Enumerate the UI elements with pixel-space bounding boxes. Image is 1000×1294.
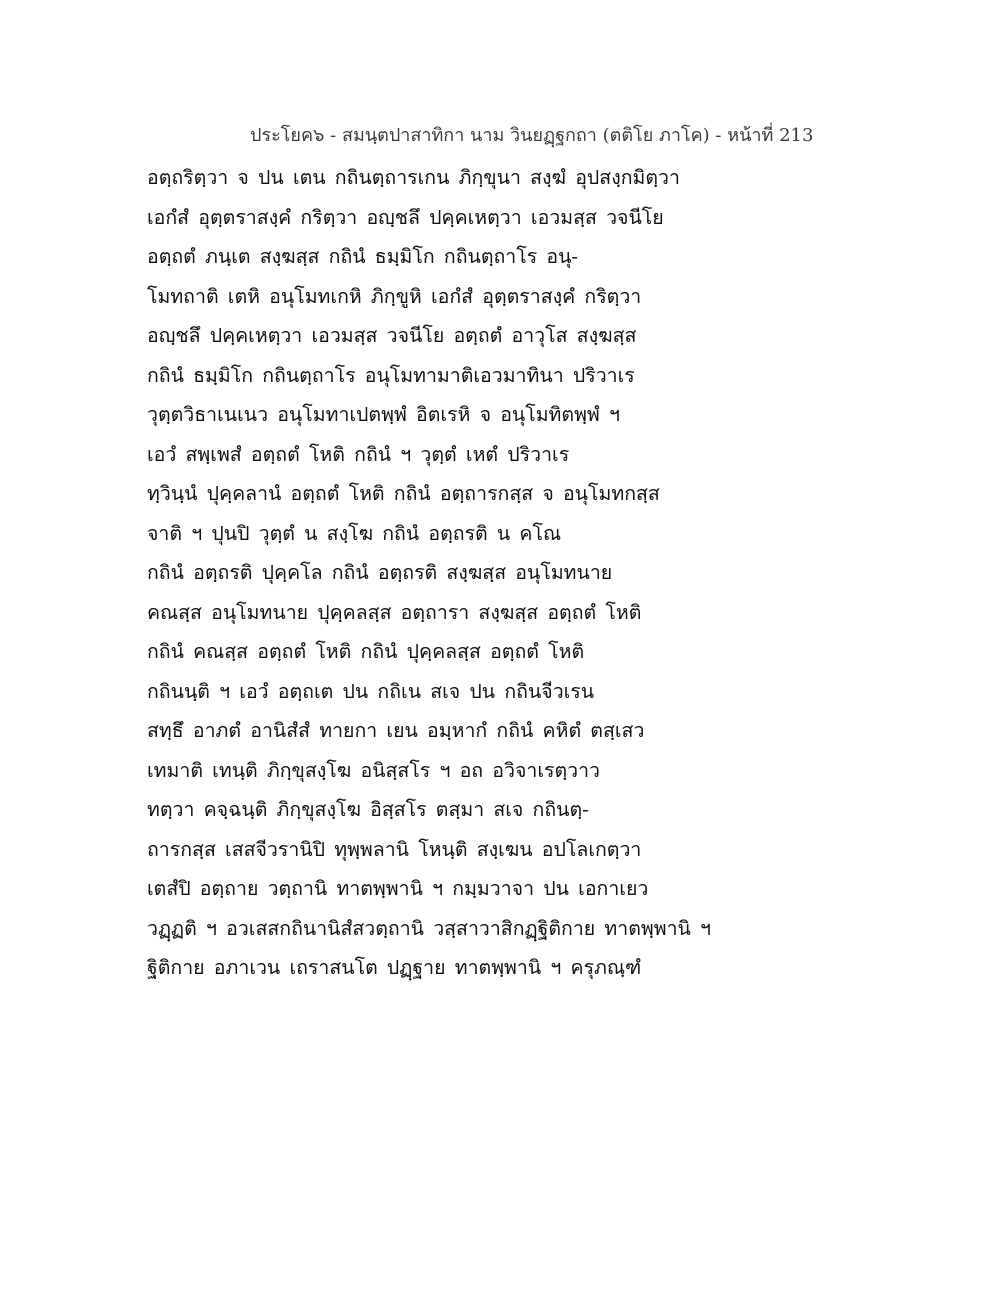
text-line: คณสฺส อนุโมทนาย ปุคฺคลสฺส อตฺถารา สงฺฆสฺส อตฺถตํ โหติ — [147, 600, 642, 624]
text-line: ทตฺวา คจฺฉนฺติ ภิกฺขุสงฺโฆ อิสฺสโร ตสฺมา สเจ กถินตฺ- — [147, 798, 589, 821]
text-line: กถินนฺติ ฯ เอวํ อตฺถเต ปน กถิเน สเจ ปน กถินจีวเรน — [147, 679, 595, 703]
text-line: กถินํ คณสฺส อตฺถตํ โหติ กถินํ ปุคฺคลสฺส อตฺถตํ โหติ — [147, 640, 585, 663]
text-line: กถินํ อตฺถรติ ปุคฺคโล กถินํ อตฺถรติ สงฺฆสฺส อนุโมทนาย — [147, 561, 613, 584]
page-header: ประโยค๖ - สมนฺตปาสาทิกา นาม วินยฏฺฐกถา (ตติโย ภาโค) - หน้าที่ 213 — [250, 125, 814, 146]
text-line: เอวํ สพฺเพสํ อตฺถตํ โหติ กถินํ ฯ วุตฺตํ เหตํ ปริวาเร — [147, 442, 570, 466]
text-line: ทฺวินฺนํ ปุคฺคลานํ อตฺถตํ โหติ กถินํ อตฺถารกสฺส จ อนุโมทกสฺส — [147, 482, 660, 505]
text-line: วุตฺตวิธาเนเนว อนุโมทาเปตพฺพํ อิตเรหิ จ อนุโมทิตพฺพํ ฯ — [147, 403, 620, 426]
text-line: กถินํ ธมฺมิโก กถินตฺถาโร อนุโมทามาติเอวมาทินา ปริวาเร — [147, 363, 635, 387]
text-line: เทมาติ เทนฺติ ภิกฺขุสงฺโฆ อนิสฺสโร ฯ อถ อวิจาเรตฺวาว — [147, 758, 600, 782]
text-line: สทฺธึ อาภตํ อานิสํสํ ทายกา เยน อมฺหากํ กถินํ คหิตํ ตสฺเสว — [147, 719, 645, 742]
text-line: ถารกสฺส เสสจีวรานิปิ ทุพฺพลานิ โหนฺติ สงฺเฆน อปโลเกตฺวา — [147, 837, 642, 861]
text-line: โมทถาติ เตหิ อนุโมทเกหิ ภิกฺขูหิ เอกํสํ อุตฺตราสงฺคํ กริตฺวา — [147, 284, 642, 308]
text-line: อตฺถตํ ภนฺเต สงฺฆสฺส กถินํ ธมฺมิโก กถินตฺถาโร อนุ- — [147, 245, 579, 268]
text-line: เตสํปิ อตฺถาย วตฺถานิ ทาตพฺพานิ ฯ กมฺมวาจา ปน เอกาเยว — [147, 877, 649, 900]
text-line: จาติ ฯ ปุนปิ วุตฺตํ น สงฺโฆ กถินํ อตฺถรติ น คโณ — [147, 521, 562, 545]
text-line: วฏฺฏติ ฯ อวเสสกถินานิสํสวตฺถานิ วสฺสาวาสิกฏฺฐิติกาย ทาตพฺพานิ ฯ — [147, 916, 712, 940]
text-line: อญฺชลึ ปคฺคเหตฺวา เอวมสฺส วจนีโย อตฺถตํ อาวุโส สงฺฆสฺส — [147, 324, 637, 347]
text-line: เอกํสํ อุตฺตราสงฺคํ กริตฺวา อญฺชลึ ปคฺคเหตฺวา เอวมสฺส วจนีโย — [147, 205, 664, 229]
text-line: ฐิติกาย อภาเวน เถราสนโต ปฏฺฐาย ทาตพฺพานิ ฯ ครุภณฺฑํ — [147, 956, 642, 979]
text-line: อตฺถริตฺวา จ ปน เตน กถินตฺถารเกน ภิกฺขุนา สงฺฆํ อุปสงฺกมิตฺวา — [147, 166, 680, 189]
body-text — [147, 158, 867, 988]
